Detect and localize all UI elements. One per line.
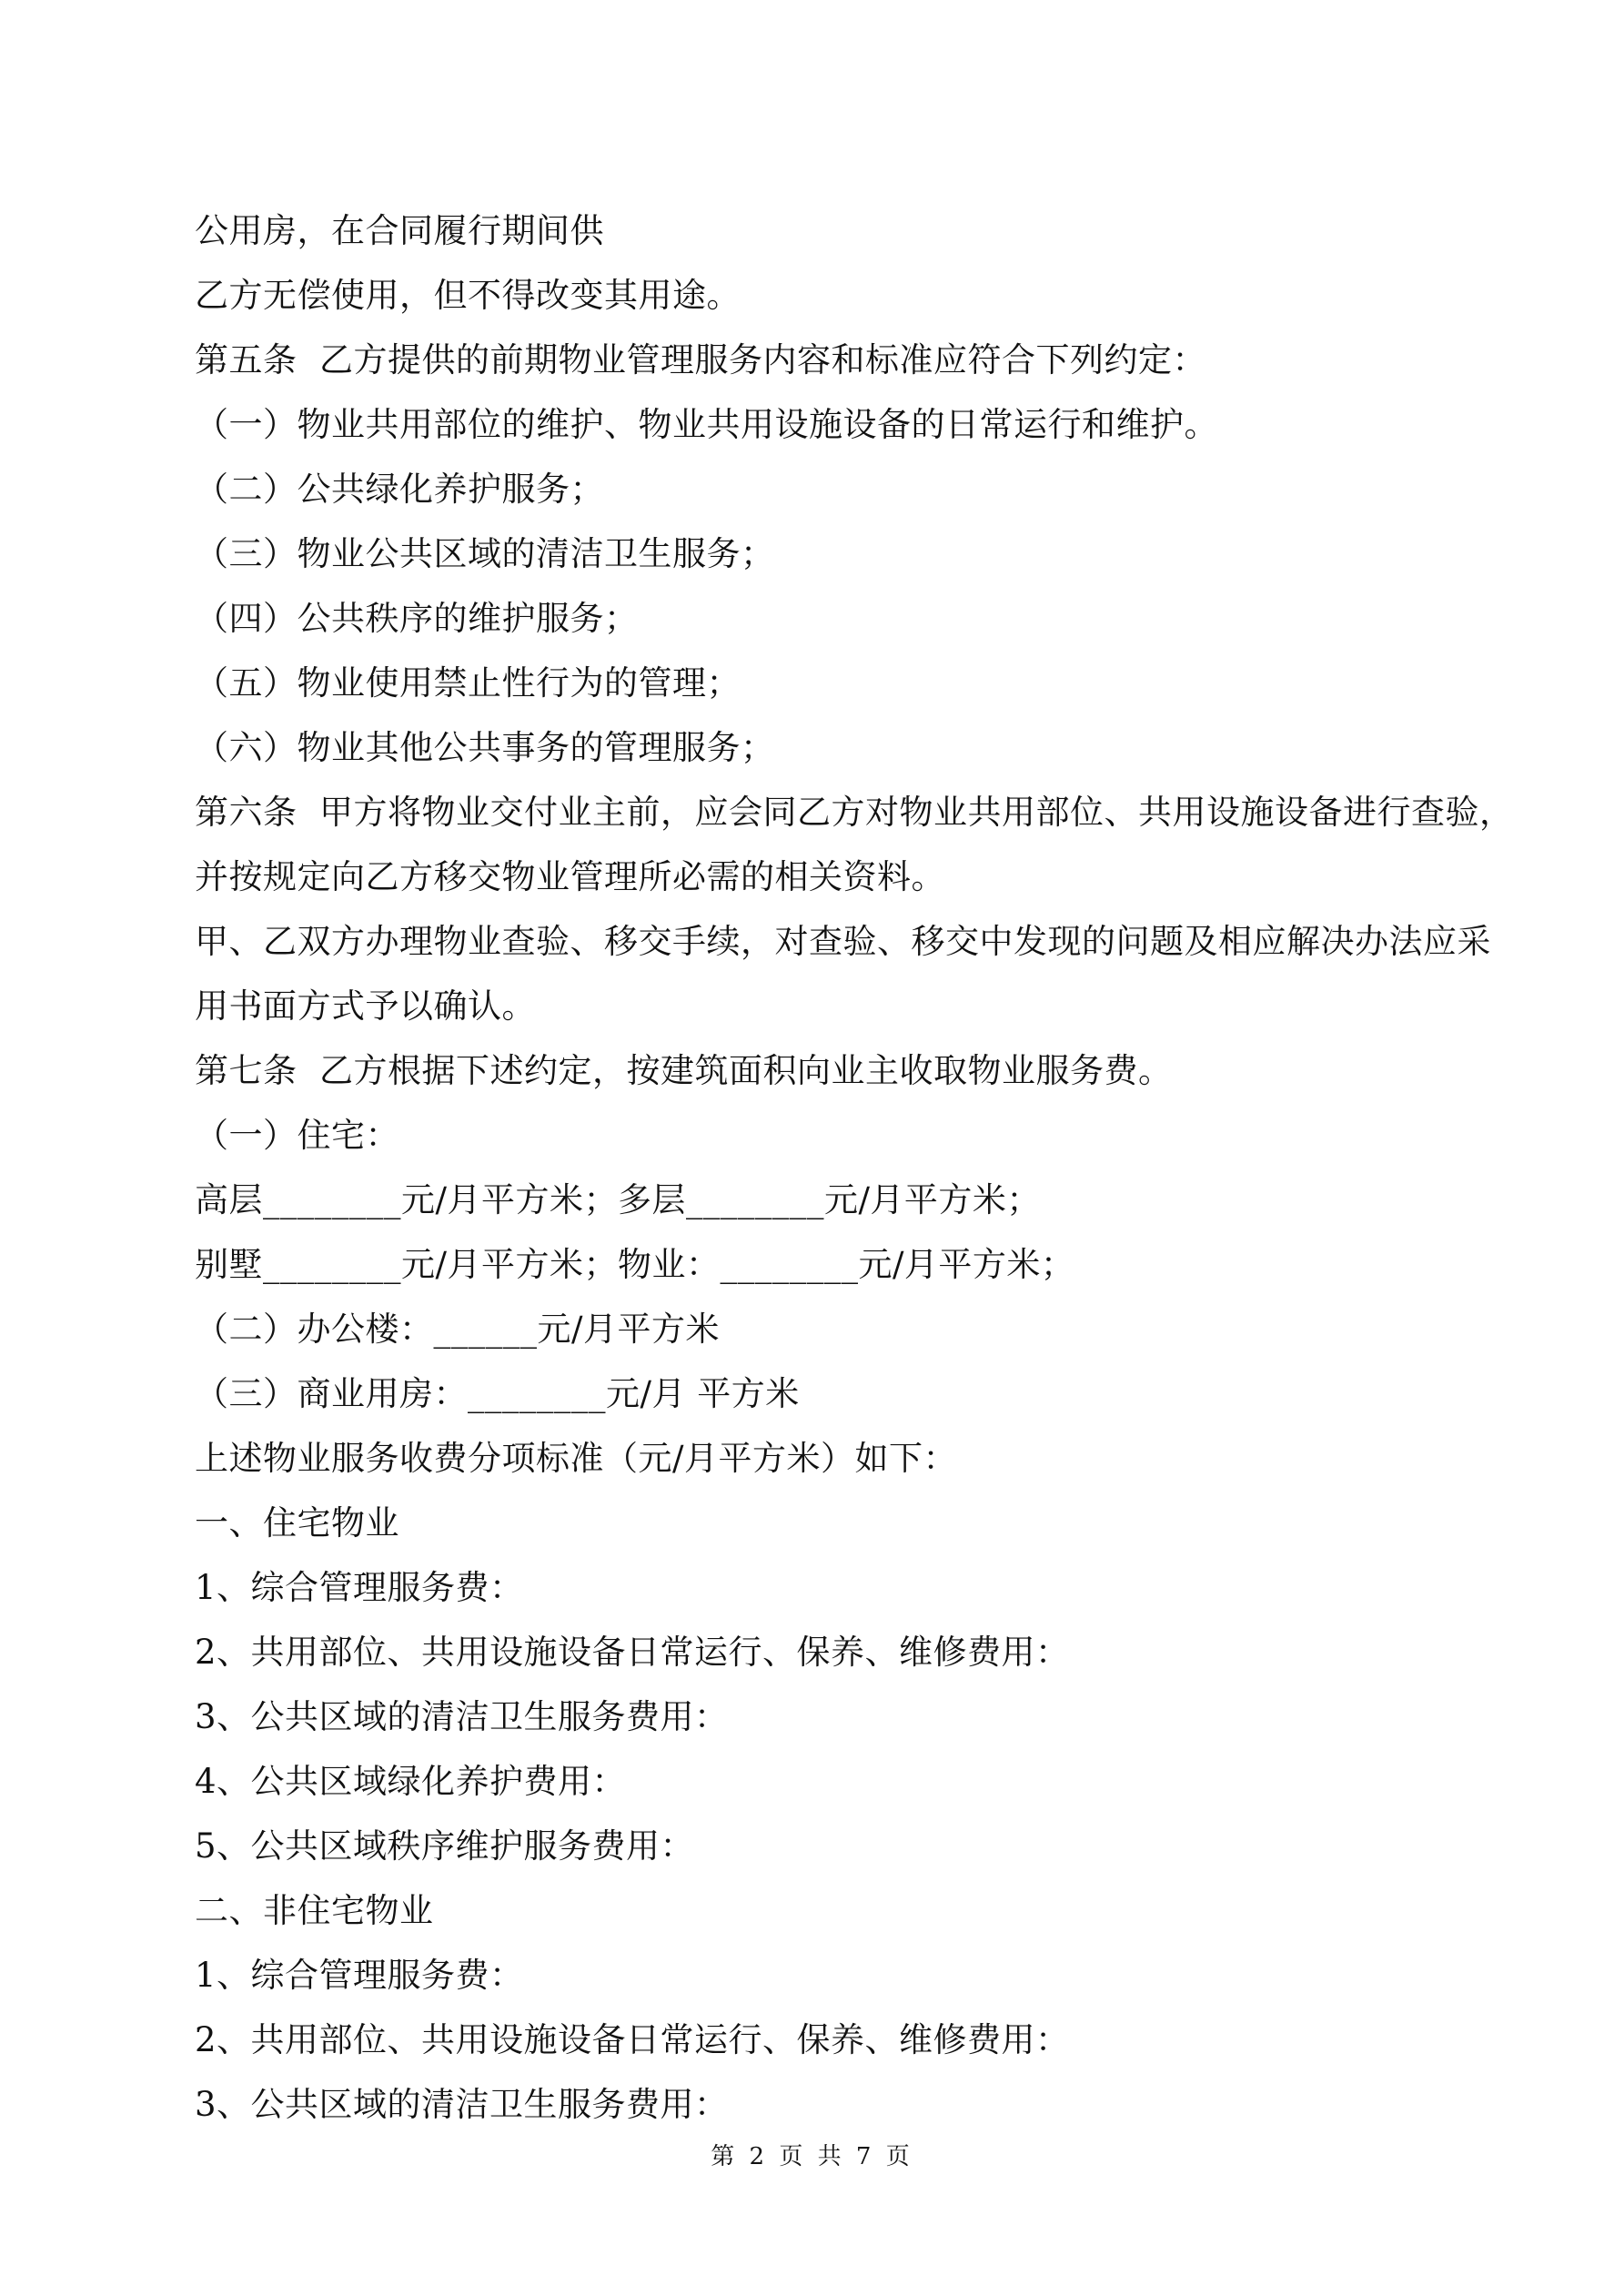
list-item: 2、共用部位、共用设施设备日常运行、保养、维修费用： (195, 2020, 1070, 2059)
fee-line: 高层________元/月平方米；多层________元/月平方米； (195, 1180, 1041, 1219)
paragraph-line: 甲、乙双方办理物业查验、移交手续，对查验、移交中发现的问题及相应解决办法应采 (195, 922, 1491, 961)
list-item: 5、公共区域秩序维护服务费用： (195, 1826, 695, 1866)
page-number-footer: 第 2 页 共 7 页 (711, 2143, 913, 2170)
list-item: 3、公共区域的清洁卫生服务费用： (195, 2085, 729, 2124)
article-5-heading: 第五条 乙方提供的前期物业管理服务内容和标准应符合下列约定： (195, 340, 1207, 379)
list-item: （一）住宅： (195, 1116, 399, 1155)
list-item: 4、公共区域绿化养护费用： (195, 1762, 627, 1801)
list-item: （一）物业共用部位的维护、物业共用设施设备的日常运行和维护。 (195, 405, 1218, 444)
article-6-heading: 第六条 甲方将物业交付业主前，应会同乙方对物业共用部位、共用设施设备进行查验， (195, 793, 1514, 832)
list-item: 1、综合管理服务费： (195, 1956, 524, 1995)
paragraph-line: 公用房，在合同履行期间供 (195, 211, 604, 250)
paragraph-line: 并按规定向乙方移交物业管理所必需的相关资料。 (195, 857, 945, 896)
section-heading: 一、住宅物业 (195, 1503, 399, 1542)
list-item: （二）公共绿化养护服务； (195, 470, 604, 509)
list-item: 3、公共区域的清洁卫生服务费用： (195, 1697, 729, 1736)
list-item: （五）物业使用禁止性行为的管理； (195, 663, 741, 703)
section-heading: 二、非住宅物业 (195, 1891, 434, 1930)
fee-line: （二）办公楼：______元/月平方米 (195, 1310, 720, 1349)
paragraph-line: 上述物业服务收费分项标准（元/月平方米）如下： (195, 1439, 957, 1478)
list-item: （六）物业其他公共事务的管理服务； (195, 728, 775, 767)
list-item: （三）物业公共区域的清洁卫生服务； (195, 534, 775, 573)
paragraph-line: 乙方无偿使用，但不得改变其用途。 (195, 276, 741, 315)
list-item: 1、综合管理服务费： (195, 1568, 524, 1607)
document-body (195, 198, 1514, 2137)
list-item: 2、共用部位、共用设施设备日常运行、保养、维修费用： (195, 1633, 1070, 1672)
fee-line: 别墅________元/月平方米；物业：________元/月平方米； (195, 1245, 1075, 1284)
list-item: （四）公共秩序的维护服务； (195, 599, 639, 638)
fee-line: （三）商业用房：________元/月 平方米 (195, 1374, 800, 1413)
article-7-heading: 第七条 乙方根据下述约定，按建筑面积向业主收取物业服务费。 (195, 1051, 1173, 1090)
paragraph-line: 用书面方式予以确认。 (195, 986, 536, 1026)
